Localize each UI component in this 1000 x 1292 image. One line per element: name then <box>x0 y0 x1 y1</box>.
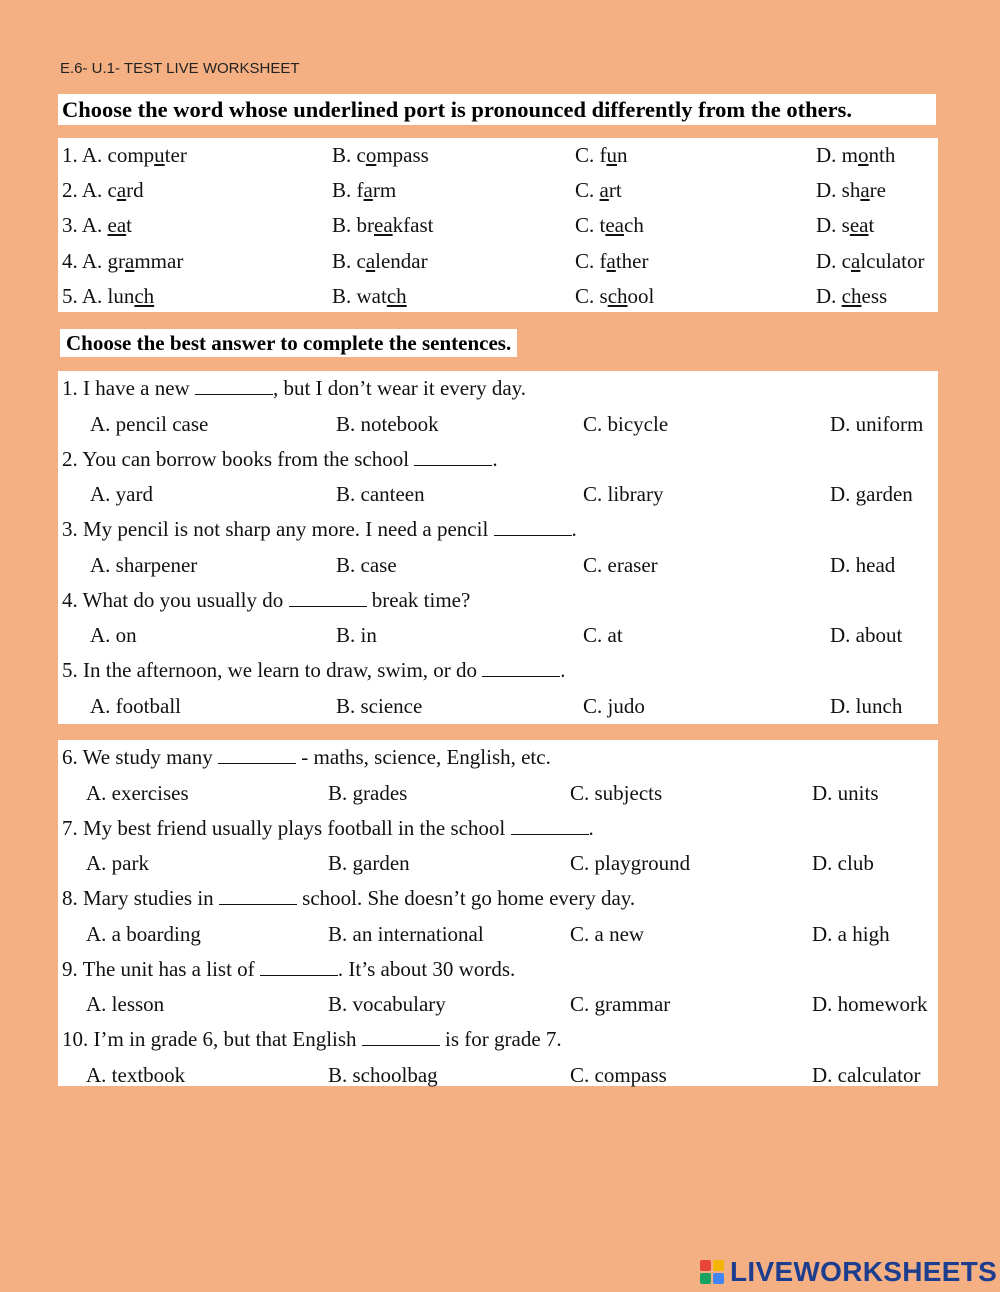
option-text: C. f <box>575 143 607 167</box>
answer-option[interactable] <box>816 281 887 311</box>
question-before: 8. Mary studies in <box>62 886 219 910</box>
answer-option[interactable]: D. club <box>812 851 874 875</box>
option-text: kfast <box>392 213 434 238</box>
option-text: D. s <box>816 213 850 238</box>
answer-option[interactable]: B. schoolbag <box>328 1062 438 1087</box>
answer-option[interactable]: B. case <box>336 552 397 577</box>
logo-block <box>713 1260 724 1271</box>
answer-option[interactable] <box>62 281 154 311</box>
options-row <box>58 620 938 655</box>
answer-option[interactable]: A. a boarding <box>86 921 201 946</box>
option-text: ch <box>624 213 644 238</box>
question-text <box>62 514 577 544</box>
answer-option[interactable]: C. playground <box>570 851 691 875</box>
options-row <box>58 1060 938 1095</box>
option-text: D. <box>816 283 842 308</box>
question-after: break time? <box>366 587 471 612</box>
answer-option[interactable]: B. canteen <box>336 482 425 506</box>
pronunciation-panel <box>58 138 938 312</box>
answer-option[interactable]: A. park <box>86 851 149 875</box>
logo-block <box>700 1273 711 1284</box>
pronunciation-row <box>58 140 938 175</box>
option-text: mmar <box>134 248 184 273</box>
option-text: B. c <box>332 248 366 273</box>
option-text: 2. A. c <box>62 178 117 203</box>
answer-option[interactable]: A. lesson <box>86 992 165 1016</box>
section1-instruction: Choose the word whose underlined port is pronounced differently from the others. <box>58 94 936 125</box>
answer-option[interactable] <box>575 175 622 205</box>
answer-option[interactable]: A. pencil case <box>90 411 209 436</box>
answer-option[interactable]: A. exercises <box>86 780 189 805</box>
questions-panel-1 <box>58 371 938 724</box>
answer-option[interactable] <box>575 281 654 311</box>
option-text: lendar <box>375 248 428 273</box>
question-before: 9. The unit has a list of <box>62 956 260 981</box>
options-row <box>58 550 938 585</box>
answer-option[interactable]: C. eraser <box>583 552 658 577</box>
answer-option[interactable]: C. at <box>583 623 623 647</box>
answer-option[interactable] <box>816 246 924 276</box>
question-text <box>62 742 551 772</box>
answer-option[interactable] <box>332 281 407 311</box>
question-after: . <box>588 815 594 840</box>
answer-option[interactable]: D. head <box>830 552 896 577</box>
answer-option[interactable] <box>332 210 433 240</box>
answer-blank[interactable] <box>218 743 296 764</box>
answer-option[interactable]: C. library <box>583 482 664 506</box>
option-text: rt <box>608 178 622 203</box>
question-after: . <box>560 658 566 682</box>
answer-option[interactable]: C. grammar <box>570 992 671 1016</box>
pronunciation-row <box>58 175 938 210</box>
question-text <box>62 655 566 685</box>
answer-option[interactable]: B. science <box>336 693 423 718</box>
answer-option[interactable]: B. grades <box>328 780 408 805</box>
option-text: nth <box>868 143 896 167</box>
options-row <box>58 778 938 813</box>
underlined-sound: a <box>125 248 135 273</box>
answer-blank[interactable] <box>494 515 572 536</box>
answer-option[interactable]: D. homework <box>812 992 928 1016</box>
answer-option[interactable] <box>62 175 144 205</box>
underlined-sound: a <box>860 178 870 203</box>
answer-blank[interactable] <box>260 955 338 976</box>
option-text: ool <box>627 283 655 308</box>
option-text: D. c <box>816 248 851 273</box>
answer-option[interactable]: B. in <box>336 623 377 647</box>
question-before: 4. What do you usually do <box>62 587 289 612</box>
question-after: school. She doesn’t go home every day. <box>296 886 636 910</box>
logo-block <box>700 1260 711 1271</box>
option-text: ter <box>164 143 187 167</box>
question-before: 7. My best friend usually plays football in the school <box>62 815 511 840</box>
answer-option[interactable]: D. about <box>830 623 903 647</box>
underlined-sound: ea <box>849 213 869 238</box>
question-row <box>58 1024 938 1059</box>
answer-option[interactable]: A. textbook <box>86 1062 186 1087</box>
answer-option[interactable]: D. units <box>812 780 879 805</box>
answer-option[interactable] <box>575 140 628 170</box>
answer-option[interactable]: B. notebook <box>336 411 439 436</box>
question-row <box>58 585 938 620</box>
options-row <box>58 479 938 514</box>
answer-blank[interactable] <box>289 586 367 607</box>
answer-option[interactable]: C. bicycle <box>583 411 669 436</box>
answer-option[interactable]: A. on <box>90 623 137 647</box>
answer-blank[interactable] <box>219 884 297 905</box>
underlined-sound: a <box>851 248 861 273</box>
underlined-sound: u <box>606 143 617 167</box>
section2-instruction: Choose the best answer to complete the sentences. <box>60 329 517 357</box>
question-row <box>58 954 938 989</box>
option-text: B. c <box>332 143 366 167</box>
question-after: is for grade 7. <box>439 1027 562 1051</box>
underlined-sound: ea <box>107 213 127 238</box>
option-text: re <box>869 178 886 203</box>
underlined-sound: a <box>363 178 373 203</box>
option-text: 4. A. gr <box>62 248 125 273</box>
answer-option[interactable]: C. subjects <box>570 780 663 805</box>
question-text <box>62 1024 562 1054</box>
question-before: 2. You can borrow books from the school <box>62 446 415 471</box>
underlined-sound: a <box>365 248 376 273</box>
question-before: 3. My pencil is not sharp any more. I need a pencil <box>62 517 494 541</box>
option-text: B. wat <box>332 283 387 308</box>
options-row <box>58 919 938 954</box>
option-text: C. s <box>575 283 608 308</box>
underlined-sound: ch <box>386 283 407 308</box>
question-text <box>62 444 498 474</box>
answer-option[interactable] <box>332 246 428 276</box>
question-text <box>62 585 470 615</box>
options-row <box>58 409 938 444</box>
question-before: 5. In the afternoon, we learn to draw, swim, or do <box>62 658 483 682</box>
question-row <box>58 373 938 408</box>
answer-option[interactable] <box>62 246 183 276</box>
answer-option[interactable]: A. football <box>90 693 181 718</box>
option-text: D. m <box>816 143 858 167</box>
question-before: 10. I’m in grade 6, but that English <box>62 1027 362 1051</box>
logo-blocks-icon <box>700 1260 724 1284</box>
underlined-sound: ea <box>605 213 624 238</box>
answer-blank[interactable] <box>414 445 492 466</box>
answer-option[interactable] <box>332 175 396 205</box>
answer-blank[interactable] <box>511 814 589 835</box>
answer-blank[interactable] <box>362 1025 440 1046</box>
option-text: 1. A. comp <box>62 143 155 167</box>
question-row <box>58 883 938 918</box>
underlined-sound: ea <box>374 213 393 238</box>
question-text <box>62 813 594 843</box>
option-text: C. <box>575 178 600 203</box>
option-text: C. t <box>575 213 606 238</box>
answer-option[interactable]: C. judo <box>583 693 645 718</box>
questions-panel-2 <box>58 740 938 1086</box>
option-text: rm <box>372 178 397 203</box>
question-row <box>58 444 938 479</box>
underlined-sound: a <box>116 178 127 203</box>
question-after: . It’s about 30 words. <box>337 956 516 981</box>
logo-block <box>713 1273 724 1284</box>
pronunciation-row <box>58 210 938 245</box>
answer-option[interactable]: A. sharpener <box>90 552 198 577</box>
answer-option[interactable]: B. garden <box>328 851 410 875</box>
answer-option[interactable] <box>816 140 895 170</box>
option-text: 5. A. lun <box>62 283 135 308</box>
option-text: rd <box>126 178 144 203</box>
underlined-sound: ch <box>607 283 628 308</box>
question-row <box>58 655 938 690</box>
answer-blank[interactable] <box>195 374 273 395</box>
answer-option[interactable]: A. yard <box>90 482 153 506</box>
option-text: D. sh <box>816 178 861 203</box>
worksheet-title: E.6- U.1- TEST LIVE WORKSHEET <box>60 60 300 77</box>
underlined-sound: ch <box>134 283 155 308</box>
question-text <box>62 883 635 913</box>
question-after: . <box>571 517 577 541</box>
question-after: . <box>492 446 498 471</box>
answer-option[interactable] <box>575 246 648 276</box>
answer-option[interactable]: B. an international <box>328 921 484 946</box>
answer-option[interactable] <box>816 210 874 240</box>
logo-text: LIVEWORKSHEETS <box>730 1256 998 1287</box>
pronunciation-row <box>58 281 938 316</box>
question-before: 6. We study many <box>62 745 218 769</box>
option-text: t <box>868 213 875 238</box>
answer-blank[interactable] <box>482 656 560 677</box>
answer-option[interactable]: C. compass <box>570 1062 667 1087</box>
underlined-sound: a <box>606 248 616 273</box>
answer-option[interactable] <box>816 175 886 205</box>
question-after: , but I don’t wear it every day. <box>272 376 527 400</box>
answer-option[interactable]: C. a new <box>570 921 645 946</box>
options-row <box>58 691 938 726</box>
underlined-sound: ch <box>841 283 862 308</box>
liveworksheets-logo <box>700 1252 997 1292</box>
question-row <box>58 742 938 777</box>
option-text: lculator <box>860 248 925 273</box>
question-row <box>58 514 938 549</box>
question-after: - maths, science, English, etc. <box>296 745 551 769</box>
option-text: n <box>617 143 628 167</box>
answer-option[interactable]: B. vocabulary <box>328 992 446 1016</box>
underlined-sound: u <box>154 143 165 167</box>
answer-option[interactable] <box>62 210 132 240</box>
answer-option[interactable]: D. lunch <box>830 693 903 718</box>
options-row <box>58 848 938 883</box>
option-text: C. f <box>575 248 607 273</box>
option-text: B. f <box>332 178 364 203</box>
answer-option[interactable]: D. garden <box>830 482 913 506</box>
question-text <box>62 954 515 984</box>
question-text <box>62 373 526 403</box>
underlined-sound: a <box>599 178 609 203</box>
underlined-sound: o <box>858 143 869 167</box>
answer-option[interactable] <box>332 140 429 170</box>
option-text: 3. A. <box>62 213 108 238</box>
answer-option[interactable] <box>62 140 187 170</box>
underlined-sound: o <box>365 143 377 167</box>
option-text: B. br <box>332 213 374 238</box>
answer-option[interactable]: D. calculator <box>812 1062 921 1087</box>
question-before: 1. I have a new <box>62 376 195 400</box>
pronunciation-row <box>58 246 938 281</box>
answer-option[interactable]: D. uniform <box>830 411 924 436</box>
option-text: ther <box>615 248 649 273</box>
answer-option[interactable]: D. a high <box>812 921 890 946</box>
option-text: t <box>126 213 133 238</box>
option-text: ess <box>861 283 888 308</box>
option-text: mpass <box>376 143 429 167</box>
question-row <box>58 813 938 848</box>
answer-option[interactable] <box>575 210 644 240</box>
options-row <box>58 989 938 1024</box>
